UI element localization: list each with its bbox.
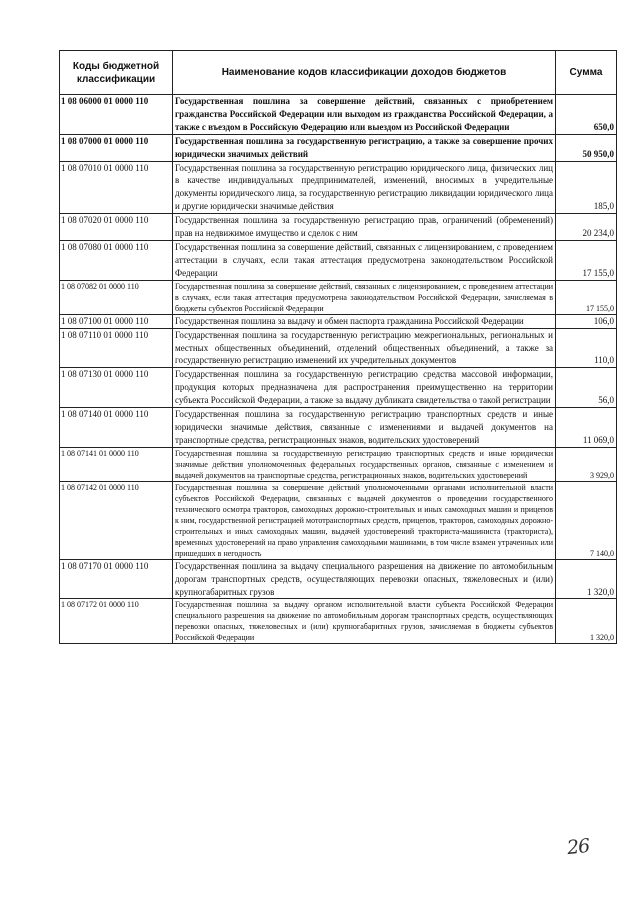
row-name: Государственная пошлина за выдачу и обмен паспорта гражданина Российской Федерации: [173, 314, 556, 328]
row-code: 1 08 07140 01 0000 110: [60, 408, 173, 448]
row-code: 1 08 07100 01 0000 110: [60, 314, 173, 328]
row-amount: 17 155,0: [556, 280, 617, 314]
table-row: [60, 328, 617, 368]
row-code: 1 08 07000 01 0000 110: [60, 134, 173, 161]
row-name: Государственная пошлина за государственную регистрацию прав, ограничений (обременений) прав на недвижимое имущество и сделок с ним: [173, 214, 556, 241]
row-name: Государственная пошлина за государственную регистрацию юридического лица, физических лиц в качестве индивидуальных предпринимателей, изменений, вносимых в учредительные документы юридического лица, за государственную регистрацию ликвидации юридического лица и другие юридически значимые действия: [173, 161, 556, 214]
row-amount: 20 234,0: [556, 214, 617, 241]
table-row: [60, 481, 617, 559]
row-code: 1 08 07170 01 0000 110: [60, 559, 173, 599]
table-row: [60, 134, 617, 161]
table-row: [60, 280, 617, 314]
row-name: Государственная пошлина за выдачу органом исполнительной власти субъекта Российской Федерации специального разрешения на движение по автомобильным дорогам транспортных средств, осуществляющих перевозки опасных, тяжеловесных и (или) крупногабаритных грузов, зачисляемая в бюджеты субъектов Российской Федерации: [173, 599, 556, 644]
row-code: 1 08 07141 01 0000 110: [60, 447, 173, 481]
table-row: [60, 368, 617, 408]
row-amount: 106,0: [556, 314, 617, 328]
table-row: [60, 161, 617, 214]
table-row: [60, 95, 617, 135]
row-amount: 56,0: [556, 368, 617, 408]
row-name: Государственная пошлина за государственную регистрацию средства массовой информации, продукция которых предназначена для распространения преимущественно на территории субъекта Российской Федерации, а также за выдачу дубликата свидетельства о такой регистрации: [173, 368, 556, 408]
row-code: 1 08 07130 01 0000 110: [60, 368, 173, 408]
row-code: 1 08 07142 01 0000 110: [60, 481, 173, 559]
row-name: Государственная пошлина за совершение действий, связанных с лицензированием, с проведением аттестации в случаях, если такая аттестация предусмотрена законодательством Российской Федерации, зачисляемая в бюджеты субъектов Российской Федерации: [173, 280, 556, 314]
row-code: 1 08 07082 01 0000 110: [60, 280, 173, 314]
page-number: 26: [565, 834, 591, 860]
row-amount: 11 069,0: [556, 408, 617, 448]
row-name: Государственная пошлина за совершение действий, связанных с лицензированием, с проведением аттестации в случаях, если такая аттестация предусмотрена законодательством Российской Федерации: [173, 240, 556, 280]
row-amount: 650,0: [556, 95, 617, 135]
row-name: Государственная пошлина за государственную регистрацию межрегиональных, региональных и местных общественных объединений, отделений общественных объединений, а также за государственную регистрацию изменений их учредительных документов: [173, 328, 556, 368]
row-name: Государственная пошлина за государственную регистрацию, а также за совершение прочих юридически значимых действий: [173, 134, 556, 161]
header-sum: Сумма: [556, 51, 617, 95]
table-row: [60, 559, 617, 599]
row-amount: 185,0: [556, 161, 617, 214]
table-row: [60, 447, 617, 481]
table-row: [60, 214, 617, 241]
row-name: Государственная пошлина за выдачу специального разрешения на движение по автомобильным дорогам транспортных средств, осуществляющих перевозки опасных, тяжеловесных и (или) крупногабаритных грузов: [173, 559, 556, 599]
row-name: Государственная пошлина за государственную регистрацию транспортных средств и иные юридически значимые действия, связанные с изменениями и выдачей документов на транспортные средства, регистрационных знаков, водительских удостоверений: [173, 408, 556, 448]
row-amount: 7 140,0: [556, 481, 617, 559]
table-row: [60, 599, 617, 644]
table-row: [60, 314, 617, 328]
row-amount: 1 320,0: [556, 599, 617, 644]
row-amount: 1 320,0: [556, 559, 617, 599]
row-code: 1 08 06000 01 0000 110: [60, 95, 173, 135]
row-amount: 50 950,0: [556, 134, 617, 161]
row-code: 1 08 07110 01 0000 110: [60, 328, 173, 368]
row-code: 1 08 07020 01 0000 110: [60, 214, 173, 241]
row-name: Государственная пошлина за совершение действий, связанных с приобретением гражданства Российской Федерации или выходом из гражданства Российской Федерации, а также с въездом в Российскую Федерацию или выездом из Российской Федерации: [173, 95, 556, 135]
row-code: 1 08 07010 01 0000 110: [60, 161, 173, 214]
row-amount: 3 929,0: [556, 447, 617, 481]
row-amount: 17 155,0: [556, 240, 617, 280]
header-name: Наименование кодов классификации доходов бюджетов: [173, 51, 556, 95]
table-row: [60, 408, 617, 448]
row-name: Государственная пошлина за совершение действий уполномоченными органами исполнительной власти субъектов Российской Федерации, связанных с выдачей документов о проведении государственного технического осмотра тракторов, самоходных дорожно-строительных и иных самоходных машин и прицепов к ним, государственной регистрацией мототранспортных средств, прицепов, тракторов, самоходных дорожно-строительных и иных самоходных машин, выдачей удостоверений тракториста-машиниста (тракториста), временных удостоверений на право управления самоходными машинами, в том числе взамен утраченных или пришедших в негодность: [173, 481, 556, 559]
header-codes: Коды бюджетной классификации: [60, 51, 173, 95]
row-code: 1 08 07172 01 0000 110: [60, 599, 173, 644]
budget-table: [59, 50, 617, 644]
table-header-row: [60, 51, 617, 95]
row-code: 1 08 07080 01 0000 110: [60, 240, 173, 280]
table-row: [60, 240, 617, 280]
row-amount: 110,0: [556, 328, 617, 368]
row-name: Государственная пошлина за государственную регистрацию транспортных средств и иные юридически значимые действия уполномоченных федеральных государственных органов, связанные с изменением и выдачей документов на транспортные средства, регистрационных знаков, водительских удостоверений: [173, 447, 556, 481]
